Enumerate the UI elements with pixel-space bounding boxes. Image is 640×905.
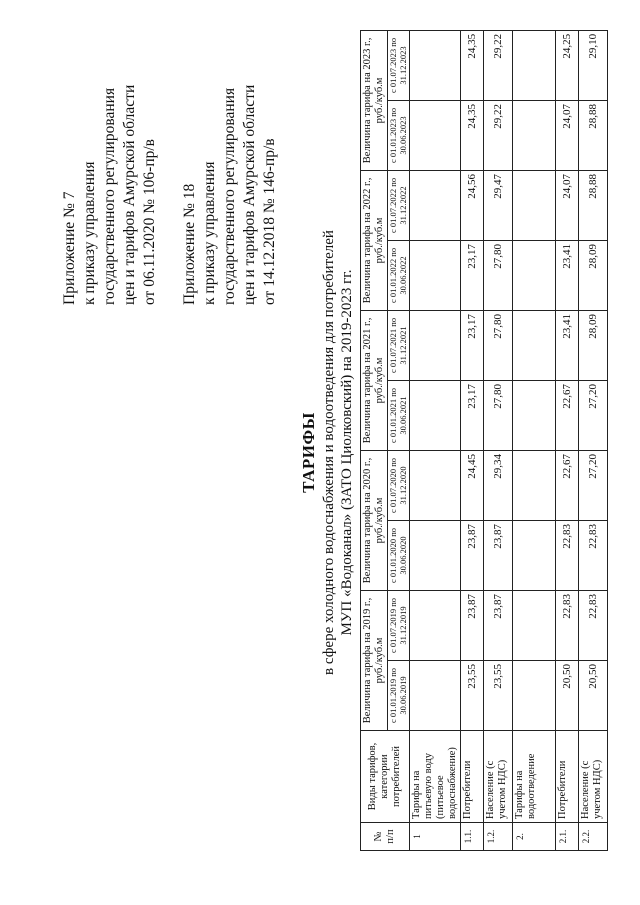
appendix-line: цен и тарифов Амурской области — [121, 84, 138, 305]
tariff-value: 29,47 — [484, 170, 513, 240]
tariff-value — [513, 380, 556, 450]
tariff-value — [410, 450, 461, 520]
table-row — [579, 30, 608, 850]
tariff-value — [513, 170, 556, 240]
row-label: Тарифы на питьевую воду (питьевое водоснабжение) — [410, 731, 461, 823]
appendix-line: цен и тарифов Амурской области — [241, 84, 258, 305]
tariff-value: 23,55 — [461, 661, 484, 731]
tariff-value: 28,88 — [579, 170, 608, 240]
col-header-period: с 01.01.2022 по 30.06.2022 — [388, 240, 410, 310]
tariff-value: 23,87 — [461, 520, 484, 590]
tariff-value: 23,17 — [461, 240, 484, 310]
document-title — [300, 60, 356, 845]
tariff-value — [410, 240, 461, 310]
tariff-value — [410, 100, 461, 170]
tariff-value: 27,20 — [579, 380, 608, 450]
tariff-value: 24,25 — [556, 30, 579, 100]
tariff-value: 29,22 — [484, 100, 513, 170]
appendix-18-note — [180, 85, 280, 305]
col-header-year-2023: Величина тарифа на 2023 г., руб./куб.м — [361, 30, 388, 170]
tariff-value: 22,83 — [579, 590, 608, 660]
tariffs-table-body — [410, 30, 608, 850]
col-header-number: № п/п — [361, 823, 410, 851]
tariff-value: 24,35 — [461, 100, 484, 170]
tariff-value — [513, 590, 556, 660]
tariff-value: 20,50 — [579, 661, 608, 731]
tariff-value: 23,17 — [461, 380, 484, 450]
row-label: Потребители — [556, 731, 579, 823]
row-label: Население (с учетом НДС) — [579, 731, 608, 823]
col-header-type: Виды тарифов, категории потребителей — [361, 731, 410, 823]
tariff-value: 24,56 — [461, 170, 484, 240]
row-number: 2. — [513, 823, 556, 851]
appendix-line: Приложение № 18 — [181, 183, 198, 305]
tariff-value: 24,35 — [461, 30, 484, 100]
tariff-value: 23,17 — [461, 310, 484, 380]
table-row — [556, 30, 579, 850]
table-row — [410, 30, 461, 850]
tariff-value — [513, 661, 556, 731]
tariff-value: 23,87 — [484, 590, 513, 660]
appendix-line: государственного регулирования — [221, 87, 238, 305]
col-header-period: с 01.01.2020 по 30.06.2020 — [388, 520, 410, 590]
tariff-value: 29,10 — [579, 30, 608, 100]
tariff-value: 29,22 — [484, 30, 513, 100]
row-number: 2.2. — [579, 823, 608, 851]
row-number: 2.1. — [556, 823, 579, 851]
table-row — [461, 30, 484, 850]
col-header-period: с 01.01.2021 по 30.06.2021 — [388, 380, 410, 450]
appendix-7-note — [60, 85, 160, 305]
tariff-value: 22,83 — [556, 520, 579, 590]
tariff-value: 23,55 — [484, 661, 513, 731]
page-title: ТАРИФЫ — [299, 412, 318, 493]
tariff-value: 28,09 — [579, 310, 608, 380]
appendix-line: к приказу управления — [201, 161, 218, 305]
tariff-value — [513, 100, 556, 170]
appendix-line: от 14.12.2018 № 146-пр/в — [261, 138, 278, 305]
col-header-period: с 01.07.2020 по 31.12.2020 — [388, 450, 410, 520]
col-header-period: с 01.01.2023 по 30.06.2023 — [388, 100, 410, 170]
tariff-value — [410, 520, 461, 590]
col-header-period: с 01.07.2023 по 31.12.2023 — [388, 30, 410, 100]
col-header-year-2019: Величина тарифа на 2019 г., руб./куб.м — [361, 590, 388, 730]
col-header-year-2020: Величина тарифа на 2020 г., руб./куб.м — [361, 450, 388, 590]
row-number: 1.1. — [461, 823, 484, 851]
col-header-period: с 01.07.2019 по 31.12.2019 — [388, 590, 410, 660]
title-subtitle-line: МУП «Водоканал» (ЗАТО Циолковский) на 2019-2023 гг. — [339, 269, 355, 636]
appendix-line: к приказу управления — [81, 161, 98, 305]
col-header-period: с 01.07.2021 по 31.12.2021 — [388, 310, 410, 380]
col-header-year-2021: Величина тарифа на 2021 г., руб./куб.м — [361, 310, 388, 450]
tariff-value: 20,50 — [556, 661, 579, 731]
tariff-value: 22,67 — [556, 380, 579, 450]
tariff-value: 27,80 — [484, 240, 513, 310]
col-header-period: с 01.01.2019 по 30.06.2019 — [388, 661, 410, 731]
col-header-period: с 01.07.2022 по 31.12.2022 — [388, 170, 410, 240]
tariff-value: 24,07 — [556, 170, 579, 240]
tariff-value — [410, 661, 461, 731]
tariff-value: 23,41 — [556, 310, 579, 380]
tariff-value: 22,83 — [579, 520, 608, 590]
tariff-value — [410, 310, 461, 380]
title-subtitle-line: в сфере холодного водоснабжения и водоотведения для потребителей — [321, 230, 337, 675]
col-header-year-2022: Величина тарифа на 2022 г., руб./куб.м — [361, 170, 388, 310]
row-label: Тарифы на водоотведение — [513, 731, 556, 823]
tariff-value: 28,09 — [579, 240, 608, 310]
tariff-value — [410, 380, 461, 450]
table-row — [513, 30, 556, 850]
table-row — [484, 30, 513, 850]
tariff-value — [513, 450, 556, 520]
tariff-value: 27,20 — [579, 450, 608, 520]
appendix-line: Приложение № 7 — [61, 191, 78, 305]
tariff-value — [410, 170, 461, 240]
row-label: Население (с учетом НДС) — [484, 731, 513, 823]
tariff-value — [513, 240, 556, 310]
appendix-line: от 06.11.2020 № 106-пр/в — [141, 139, 158, 305]
tariffs-table — [360, 30, 608, 851]
tariff-value: 28,88 — [579, 100, 608, 170]
row-label: Потребители — [461, 731, 484, 823]
row-number: 1 — [410, 823, 461, 851]
tariff-value: 22,83 — [556, 590, 579, 660]
tariff-value — [513, 310, 556, 380]
tariff-value: 22,67 — [556, 450, 579, 520]
tariff-value — [410, 590, 461, 660]
tariff-value: 23,41 — [556, 240, 579, 310]
tariff-value: 24,07 — [556, 100, 579, 170]
tariff-value — [513, 30, 556, 100]
row-number: 1.2. — [484, 823, 513, 851]
tariff-value: 29,34 — [484, 450, 513, 520]
tariff-value — [513, 520, 556, 590]
tariff-value: 27,80 — [484, 380, 513, 450]
appendix-line: государственного регулирования — [101, 87, 118, 305]
tariff-value: 23,87 — [461, 590, 484, 660]
tariff-value: 23,87 — [484, 520, 513, 590]
tariff-value — [410, 30, 461, 100]
tariff-value: 27,80 — [484, 310, 513, 380]
tariff-value: 24,45 — [461, 450, 484, 520]
